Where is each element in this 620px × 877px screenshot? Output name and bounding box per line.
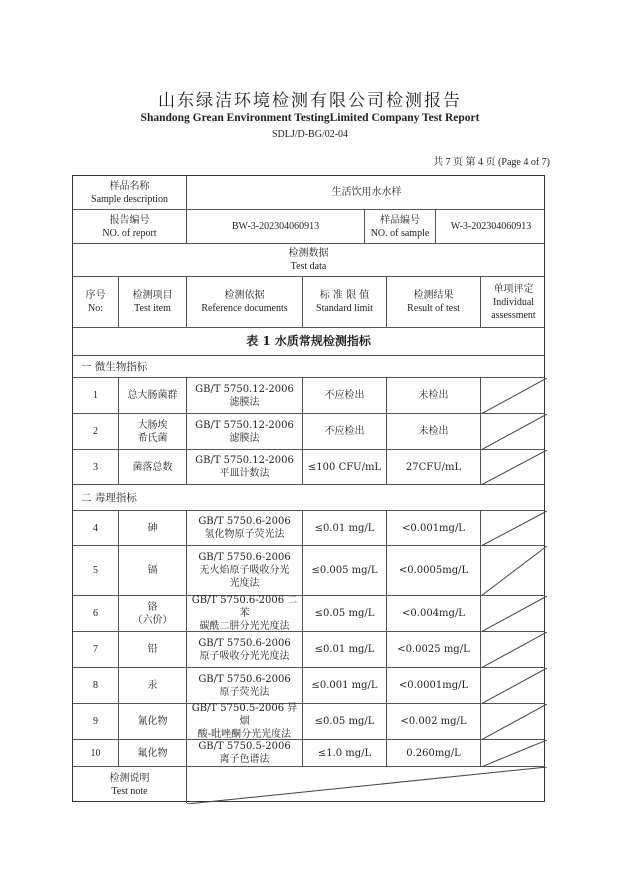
- test-note-label: [73, 767, 186, 803]
- cell-ref: [186, 632, 302, 667]
- col-no-cn: 序号: [85, 290, 106, 301]
- cell-ref-text: 无火焰原子吸收分光: [199, 565, 290, 576]
- cell-no: [73, 414, 118, 449]
- table-row: [73, 595, 544, 631]
- col-assess-en2: assessment: [491, 309, 536, 321]
- cell-result: [386, 378, 480, 413]
- cell-item-text: （六价）: [132, 614, 173, 626]
- cell-result: [386, 668, 480, 703]
- table-title-row: [73, 327, 544, 355]
- cell-ref-text: GB/T 5750.6-2006: [198, 552, 291, 563]
- col-result-cn: 检测结果: [413, 290, 454, 301]
- cell-std: [302, 546, 386, 595]
- cell-ref: [186, 378, 302, 413]
- test-data-label-cn: 检测数据: [288, 248, 329, 259]
- col-item-en: Test item: [134, 303, 171, 314]
- table-row: [73, 703, 544, 739]
- cell-std-text: ≤100 CFU/mL: [307, 461, 382, 473]
- cell-assess: [480, 740, 546, 766]
- cell-std-text: 不应检出: [324, 426, 365, 437]
- report-number-label: [73, 210, 186, 243]
- cell-std: [302, 704, 386, 739]
- cell-no: [73, 378, 118, 413]
- cell-ref-text: 滤膜法: [229, 432, 260, 444]
- cell-no: [73, 704, 118, 739]
- column-header-row: [73, 276, 544, 327]
- section-toxicology: 二 毒理指标: [73, 484, 544, 510]
- cell-std: [302, 632, 386, 667]
- diagonal-line: [481, 632, 547, 668]
- cell-result: [386, 450, 480, 484]
- cell-result: [386, 596, 480, 631]
- cell-std: [302, 450, 386, 484]
- cell-result-text: 未检出: [418, 426, 449, 437]
- cell-std: [302, 740, 386, 766]
- cell-no: [73, 740, 118, 766]
- cell-ref-text: GB/T 5750.6-2006: [198, 673, 291, 685]
- cell-item: [118, 378, 186, 413]
- doc-code: SDLJ/D-BG/02-04: [271, 129, 349, 140]
- report-title-cn: 山东绿洁环境检测有限公司检测报告: [158, 91, 462, 111]
- cell-ref-text: 离子色谱法: [219, 754, 270, 765]
- section-microbial: 一 微生物指标: [73, 355, 544, 377]
- sample-description-row: [73, 176, 544, 209]
- cell-assess: [480, 704, 546, 739]
- cell-ref: [186, 450, 302, 484]
- table-row: [73, 377, 544, 413]
- cell-result-text: <0.001mg/L: [402, 522, 465, 534]
- sample-description-label: [73, 176, 186, 209]
- cell-result-text: <0.004mg/L: [402, 608, 465, 619]
- cell-result: [386, 546, 480, 595]
- cell-ref-text: GB/T 5750.5-2006: [198, 741, 291, 752]
- cell-no: [73, 546, 118, 595]
- col-assess-header: [480, 277, 546, 327]
- cell-ref: [186, 596, 302, 631]
- cell-assess: [480, 596, 546, 631]
- cell-item-text: 汞: [147, 680, 158, 691]
- col-item-cn: 检测项目: [132, 290, 173, 301]
- cell-ref-text: 原子吸收分光光度法: [199, 650, 290, 662]
- cell-assess: [480, 668, 546, 703]
- cell-item: [118, 511, 186, 545]
- cell-item-text: 大肠埃: [137, 419, 168, 431]
- cell-no-text: 9: [93, 716, 98, 727]
- table-row: [73, 449, 544, 484]
- cell-no: [73, 450, 118, 484]
- cell-item-text: 铬: [147, 601, 158, 613]
- cell-ref: [186, 511, 302, 545]
- cell-ref-text: 光度法: [229, 578, 260, 589]
- cell-result-text: <0.0005mg/L: [398, 565, 469, 576]
- diagonal-line: [481, 668, 547, 704]
- cell-assess: [480, 546, 546, 595]
- test-data-row: [73, 243, 544, 276]
- sample-number-value: W-3-202304060913: [435, 210, 546, 243]
- cell-item: [118, 668, 186, 703]
- cell-std-text: 不应检出: [324, 390, 365, 401]
- cell-ref: [186, 668, 302, 703]
- col-ref-en: Reference documents: [201, 303, 288, 314]
- cell-ref-text: GB/T 5750.12-2006: [195, 455, 294, 466]
- cell-ref-text: GB/T 5750.6-2006: [198, 516, 291, 527]
- test-note-row: [73, 766, 544, 803]
- col-item-header: [118, 277, 186, 327]
- diagonal-line: [481, 546, 547, 596]
- cell-result: [386, 704, 480, 739]
- cell-no-text: 2: [93, 426, 98, 437]
- diagonal-line: [481, 414, 547, 450]
- report-title-en: Shandong Grean Environment TestingLimited Company Test Report: [140, 112, 480, 124]
- diagonal-line: [481, 511, 547, 546]
- cell-result: [386, 740, 480, 766]
- test-note-label-en: Test note: [111, 786, 148, 797]
- cell-item-text: 总大肠菌群: [127, 390, 178, 401]
- cell-std-text: ≤0.001 mg/L: [311, 680, 378, 691]
- table-row: [73, 510, 544, 545]
- cell-ref-text: 滤膜法: [229, 396, 260, 408]
- cell-std-text: ≤0.01 mg/L: [314, 522, 375, 534]
- sample-number-label: [364, 210, 435, 243]
- cell-item-text: 希氏菌: [137, 432, 168, 444]
- col-assess-cn: 单项评定: [493, 283, 534, 295]
- cell-no: [73, 668, 118, 703]
- diagonal-line: [481, 704, 547, 740]
- cell-assess: [480, 632, 546, 667]
- cell-ref: [186, 414, 302, 449]
- cell-item-text: 镉: [147, 565, 158, 576]
- report-number-value: BW-3-202304060913: [186, 210, 364, 243]
- cell-no: [73, 632, 118, 667]
- test-data-label-en: Test data: [290, 261, 327, 272]
- cell-assess: [480, 414, 546, 449]
- cell-assess: [480, 450, 546, 484]
- cell-std: [302, 378, 386, 413]
- cell-assess: [480, 378, 546, 413]
- cell-result: [386, 632, 480, 667]
- cell-item-text: 砷: [147, 522, 158, 534]
- sample-number-label-cn: 样品编号: [380, 214, 420, 226]
- cell-ref-text: GB/T 5750.5-2006 异烟: [191, 703, 298, 727]
- cell-ref-text: GB/T 5750.6-2006 二苯: [191, 595, 298, 619]
- sample-description-label-en: Sample description: [91, 193, 168, 205]
- table-row: [73, 545, 544, 595]
- table-row: [73, 631, 544, 667]
- diagonal-line: [481, 740, 547, 767]
- cell-ref-text: 原子荧光法: [219, 686, 270, 698]
- cell-ref-text: 平皿计数法: [219, 468, 270, 479]
- cell-no-text: 3: [93, 461, 98, 473]
- cell-item: [118, 632, 186, 667]
- cell-ref: [186, 704, 302, 739]
- page-info: 共 7 页 第 4 页 (Page 4 of 7): [433, 157, 550, 168]
- cell-item: [118, 740, 186, 766]
- cell-result: [386, 511, 480, 545]
- cell-std-text: ≤0.01 mg/L: [314, 644, 375, 655]
- cell-item-text: 氟化物: [137, 747, 168, 759]
- report-number-label-en: NO. of report: [102, 227, 157, 239]
- cell-result-text: 0.260mg/L: [406, 747, 461, 759]
- diagonal-line: [481, 378, 547, 414]
- table-row: [73, 739, 544, 766]
- cell-no-text: 7: [93, 644, 98, 655]
- report-table: [72, 175, 545, 802]
- cell-ref: [186, 546, 302, 595]
- cell-no-text: 10: [90, 747, 101, 759]
- cell-item: [118, 596, 186, 631]
- table-row: [73, 413, 544, 449]
- cell-item-text: 铅: [147, 644, 158, 655]
- col-std-header: [302, 277, 386, 327]
- report-number-label-cn: 报告编号: [109, 214, 150, 226]
- test-note-label-cn: 检测说明: [109, 773, 150, 784]
- table-row: [73, 667, 544, 703]
- diagonal-line: [481, 450, 547, 485]
- cell-std-text: ≤0.005 mg/L: [311, 565, 378, 576]
- cell-std: [302, 668, 386, 703]
- cell-result-text: <0.0025 mg/L: [397, 644, 470, 655]
- col-ref-cn: 检测依据: [224, 290, 265, 301]
- cell-result-text: <0.002 mg/L: [400, 716, 467, 727]
- cell-item: [118, 414, 186, 449]
- cell-no-text: 5: [93, 565, 98, 576]
- col-ref-header: [186, 277, 302, 327]
- cell-ref-text: 氢化物原子荧光法: [204, 529, 285, 540]
- cell-result-text: 27CFU/mL: [405, 461, 462, 473]
- col-std-en: Standard limit: [316, 303, 373, 314]
- test-note-value: [186, 767, 546, 803]
- cell-item-text: 氰化物: [137, 716, 168, 727]
- cell-item: [118, 704, 186, 739]
- sample-description-label-cn: 样品名称: [109, 180, 150, 192]
- cell-std: [302, 414, 386, 449]
- cell-std-text: ≤1.0 mg/L: [317, 747, 372, 759]
- cell-no: [73, 511, 118, 545]
- cell-result-text: 未检出: [418, 390, 449, 401]
- cell-item: [118, 546, 186, 595]
- cell-std-text: ≤0.05 mg/L: [314, 716, 375, 727]
- cell-std: [302, 511, 386, 545]
- cell-result: [386, 414, 480, 449]
- sample-description-value: 生活饮用水水样: [186, 176, 546, 209]
- cell-ref-text: GB/T 5750.12-2006: [195, 383, 294, 395]
- cell-item-text: 菌落总数: [132, 461, 173, 473]
- cell-ref-text: 碳酰二肼分光光度法: [199, 621, 290, 632]
- sample-number-label-en: NO. of sample: [370, 227, 430, 239]
- table-title: 表 1 水质常规检测指标: [246, 334, 371, 348]
- cell-assess: [480, 511, 546, 545]
- cell-no-text: 8: [93, 680, 98, 691]
- col-assess-en1: Individual: [492, 296, 535, 308]
- col-no-header: [73, 277, 118, 327]
- cell-no-text: 1: [93, 390, 98, 401]
- cell-no: [73, 596, 118, 631]
- cell-std: [302, 596, 386, 631]
- cell-std-text: ≤0.05 mg/L: [314, 608, 375, 619]
- cell-ref-text: 酸-吡唑酮分光光度法: [197, 729, 292, 740]
- test-data-label: [73, 244, 544, 276]
- cell-no-text: 4: [93, 522, 98, 534]
- cell-no-text: 6: [93, 608, 98, 619]
- col-result-en: Result of test: [407, 303, 460, 314]
- col-no-en: No:: [88, 303, 103, 314]
- col-result-header: [386, 277, 480, 327]
- col-std-cn: 标 准 限 值: [319, 290, 370, 301]
- diagonal-line: [187, 767, 547, 804]
- cell-ref: [186, 740, 302, 766]
- report-number-row: [73, 209, 544, 243]
- cell-result-text: <0.0001mg/L: [398, 680, 469, 691]
- cell-item: [118, 450, 186, 484]
- cell-ref-text: GB/T 5750.6-2006: [198, 637, 291, 649]
- cell-ref-text: GB/T 5750.12-2006: [195, 419, 294, 431]
- diagonal-line: [481, 596, 547, 632]
